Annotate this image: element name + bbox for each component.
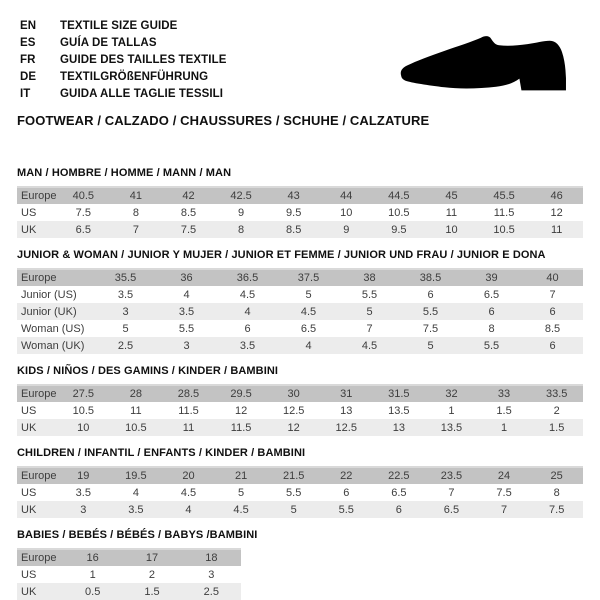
size-row (17, 402, 583, 419)
size-cell: 36 (180, 272, 193, 284)
language-label: GUIDE DES TAILLES TEXTILE (60, 53, 227, 66)
size-cell: 5 (366, 305, 373, 318)
size-cell: 30 (287, 388, 300, 400)
size-cell: 7.5 (422, 322, 439, 335)
size-cell: 1 (448, 404, 455, 417)
size-row (17, 566, 241, 583)
size-cell: 39 (485, 272, 498, 284)
language-label: TEXTILGRÖßENFÜHRUNG (60, 70, 209, 83)
size-cell: 5.5 (483, 339, 500, 352)
size-cell: 12 (287, 421, 300, 434)
size-cell: 7.5 (496, 486, 512, 499)
row-label: Europe (21, 470, 57, 482)
size-cell: 21 (234, 470, 248, 482)
size-cell: 33.5 (545, 388, 568, 400)
size-cell: 4 (132, 486, 139, 499)
size-table-title: JUNIOR & WOMAN / JUNIOR Y MUJER / JUNIOR ET FEMME / JUNIOR UND FRAU / JUNIOR E DONA (17, 249, 546, 261)
size-cell: 7 (132, 223, 139, 236)
size-table-title: KIDS / NIÑOS / DES GAMINS / KINDER / BAMBINI (17, 365, 279, 377)
row-label: Europe (21, 552, 57, 564)
size-cell: 12 (234, 404, 248, 417)
size-cell: 6 (343, 486, 350, 499)
size-cell: 23.5 (440, 470, 463, 482)
size-cell: 9.5 (286, 206, 302, 219)
size-table (17, 384, 583, 436)
size-cell: 8 (553, 486, 560, 499)
language-label: TEXTILE SIZE GUIDE (60, 19, 178, 32)
size-table-title: BABIES / BEBÉS / BÉBÉS / BABYS /BAMBINI (17, 529, 258, 541)
size-cell: 42 (182, 190, 195, 202)
language-code: DE (20, 70, 37, 83)
size-cell: 44.5 (388, 190, 410, 202)
size-row (17, 484, 583, 501)
size-cell: 22.5 (388, 470, 410, 482)
size-cell: 45 (445, 190, 458, 202)
size-cell: 38.5 (419, 272, 442, 284)
size-cell: 6 (549, 305, 556, 318)
size-cell: 11.5 (230, 421, 252, 434)
row-label: Europe (21, 272, 57, 284)
size-cell: 5.5 (361, 288, 378, 301)
size-cell: 2.5 (203, 585, 219, 598)
size-cell: 1.5 (549, 421, 565, 434)
size-tables (17, 167, 600, 600)
size-cell: 31.5 (388, 388, 410, 400)
size-cell: 32 (445, 388, 458, 400)
size-table (17, 466, 583, 518)
size-cell: 40.5 (72, 190, 94, 202)
size-cell: 9.5 (391, 223, 407, 236)
size-cell: 45.5 (493, 190, 515, 202)
size-row (17, 303, 583, 320)
language-code: ES (20, 36, 36, 49)
size-cell: 10.5 (493, 223, 515, 236)
size-row (17, 501, 583, 518)
size-row (17, 419, 583, 436)
size-header-row (17, 269, 583, 286)
size-cell: 4 (185, 503, 192, 516)
size-cell: 10 (77, 421, 90, 434)
size-cell: 6.5 (443, 503, 460, 516)
size-cell: 8 (132, 206, 139, 219)
size-cell: 5 (122, 322, 129, 335)
size-cell: 3 (122, 305, 129, 318)
size-cell: 7.5 (549, 503, 565, 516)
size-cell: 2.5 (117, 339, 134, 352)
size-cell: 36.5 (236, 272, 259, 284)
size-cell: 9 (238, 206, 245, 219)
size-cell: 3 (80, 503, 87, 516)
size-cell: 11 (182, 421, 195, 434)
size-header-row (17, 549, 241, 566)
row-label: US (21, 404, 37, 417)
row-label: UK (21, 421, 37, 434)
size-cell: 13 (392, 421, 405, 434)
size-header-row (17, 385, 583, 402)
size-cell: 3.5 (239, 339, 256, 352)
size-cell: 25 (550, 470, 563, 482)
size-cell: 6.5 (75, 223, 91, 236)
row-label: US (21, 486, 37, 499)
size-cell: 11 (445, 206, 458, 219)
size-cell: 11.5 (493, 206, 515, 219)
size-cell: 16 (86, 552, 99, 564)
size-cell: 44 (340, 190, 353, 202)
row-label: UK (21, 585, 37, 598)
row-label: US (21, 568, 37, 581)
row-label: Junior (US) (21, 288, 77, 301)
size-cell: 8 (488, 322, 495, 335)
size-cell: 4.5 (239, 288, 256, 301)
size-row (17, 204, 583, 221)
size-cell: 5 (305, 288, 312, 301)
size-table-section (17, 365, 600, 436)
size-cell: 8.5 (286, 223, 302, 236)
size-table-section (17, 447, 600, 518)
size-cell: 10.5 (72, 404, 94, 417)
language-label: GUIDA ALLE TAGLIE TESSILI (60, 87, 224, 100)
size-row (17, 337, 583, 354)
size-cell: 7 (500, 503, 508, 516)
size-table (17, 548, 241, 600)
size-cell: 6 (427, 288, 434, 301)
size-cell: 10 (340, 206, 353, 219)
size-cell: 40 (546, 272, 559, 284)
size-cell: 31 (340, 388, 353, 400)
size-cell: 10 (445, 223, 458, 236)
size-table-section (17, 249, 600, 354)
size-cell: 5.5 (422, 305, 439, 318)
size-cell: 3 (183, 339, 190, 352)
size-cell: 43 (287, 190, 300, 202)
size-row (17, 583, 241, 600)
size-cell: 21.5 (282, 470, 305, 482)
size-cell: 12.5 (282, 404, 305, 417)
size-cell: 24 (497, 470, 511, 482)
size-cell: 6.5 (483, 288, 500, 301)
row-label: UK (21, 503, 37, 516)
language-code: FR (20, 53, 36, 66)
size-cell: 3.5 (178, 305, 195, 318)
row-label: US (21, 206, 37, 219)
size-cell: 5 (427, 339, 434, 352)
size-cell: 12.5 (335, 421, 357, 434)
size-cell: 35.5 (114, 272, 137, 284)
row-label: Woman (UK) (21, 339, 85, 352)
size-row (17, 320, 583, 337)
size-cell: 20 (182, 470, 195, 482)
size-cell: 11.5 (178, 404, 199, 417)
size-table-title: MAN / HOMBRE / HOMME / MANN / MAN (17, 167, 232, 179)
size-cell: 7 (448, 486, 455, 499)
row-label: Europe (21, 190, 57, 202)
size-cell: 5 (290, 503, 297, 516)
size-table-section (17, 167, 600, 238)
size-cell: 42.5 (230, 190, 252, 202)
size-cell: 7 (549, 288, 556, 301)
size-cell: 6 (244, 322, 251, 335)
size-cell: 28.5 (177, 388, 200, 400)
row-label: Junior (UK) (21, 305, 77, 318)
language-code: EN (20, 19, 37, 32)
dress-shoe-icon (400, 33, 568, 93)
size-table (17, 268, 583, 354)
size-cell: 11 (130, 404, 142, 417)
size-cell: 5.5 (338, 503, 354, 516)
size-cell: 3 (208, 568, 215, 581)
row-label: UK (21, 223, 37, 236)
size-cell: 4.5 (300, 305, 317, 318)
size-cell: 12 (550, 206, 563, 219)
size-cell: 3.5 (128, 503, 144, 516)
size-cell: 46 (550, 190, 563, 202)
row-label: Europe (21, 388, 57, 400)
size-cell: 19.5 (125, 470, 147, 482)
size-cell: 3.5 (117, 288, 134, 301)
size-cell: 8.5 (544, 322, 561, 335)
size-cell: 28 (129, 388, 143, 400)
size-cell: 33 (497, 388, 511, 400)
size-cell: 7.5 (180, 223, 197, 236)
size-cell: 27.5 (72, 388, 94, 400)
size-cell: 41 (129, 190, 143, 202)
size-cell: 13.5 (440, 421, 463, 434)
size-cell: 29.5 (230, 388, 252, 400)
size-cell: 19 (77, 470, 90, 482)
size-cell: 38 (363, 272, 376, 284)
size-cell: 4 (183, 288, 190, 301)
row-label: Woman (US) (21, 322, 85, 335)
size-cell: 1 (89, 568, 96, 581)
size-cell: 17 (145, 552, 159, 564)
size-cell: 1.5 (496, 404, 512, 417)
size-cell: 8.5 (180, 206, 197, 219)
size-table-section (17, 529, 600, 600)
size-cell: 5 (238, 486, 245, 499)
size-cell: 37.5 (297, 272, 320, 284)
size-cell: 13.5 (388, 404, 410, 417)
size-cell: 4.5 (233, 503, 249, 516)
size-cell: 5.5 (286, 486, 302, 499)
size-cell: 5.5 (178, 322, 195, 335)
size-cell: 18 (205, 552, 218, 564)
size-cell: 4.5 (361, 339, 378, 352)
size-row (17, 286, 583, 303)
size-cell: 10.5 (388, 206, 410, 219)
size-cell: 1.5 (144, 585, 160, 598)
size-cell: 2 (553, 404, 560, 417)
size-cell: 6 (395, 503, 402, 516)
size-cell: 0.5 (85, 585, 101, 598)
size-cell: 6.5 (300, 322, 317, 335)
size-cell: 7 (366, 322, 373, 335)
size-table-title: CHILDREN / INFANTIL / ENFANTS / KINDER / BAMBINI (17, 447, 306, 459)
language-row-en (20, 17, 600, 34)
size-cell: 9 (343, 223, 350, 236)
size-cell: 6 (549, 339, 556, 352)
size-cell: 13 (340, 404, 353, 417)
size-cell: 10.5 (125, 421, 147, 434)
size-cell: 4 (305, 339, 312, 352)
size-cell: 7.5 (75, 206, 91, 219)
size-cell: 4.5 (180, 486, 197, 499)
size-table (17, 186, 583, 238)
size-cell: 22 (340, 470, 353, 482)
size-header-row (17, 467, 583, 484)
size-cell: 2 (148, 568, 156, 581)
size-cell: 4 (244, 305, 251, 318)
category-heading: FOOTWEAR / CALZADO / CHAUSSURES / SCHUHE / CALZATURE (17, 113, 430, 128)
size-header-row (17, 187, 583, 204)
size-cell: 6.5 (391, 486, 407, 499)
size-cell: 11 (550, 223, 563, 236)
size-cell: 6 (488, 305, 495, 318)
language-code: IT (20, 87, 31, 100)
size-cell: 3.5 (75, 486, 91, 499)
size-cell: 1 (500, 421, 508, 434)
size-row (17, 221, 583, 238)
size-cell: 8 (238, 223, 245, 236)
language-label: GUÍA DE TALLAS (60, 36, 157, 49)
